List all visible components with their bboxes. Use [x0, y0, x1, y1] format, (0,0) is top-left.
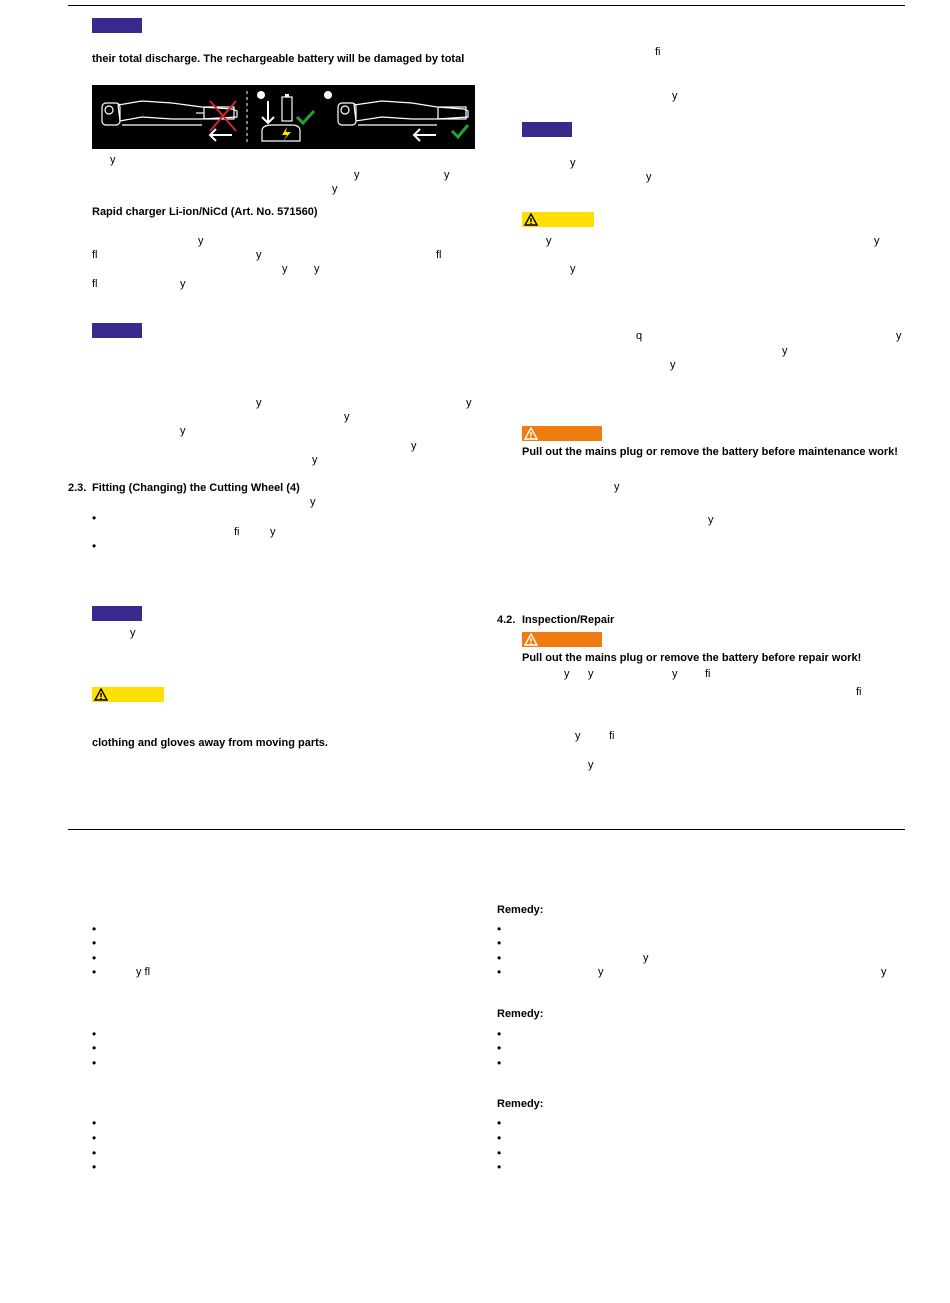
text-fragment: y: [256, 249, 262, 261]
bullet: •: [92, 1146, 97, 1160]
text-fragment: y: [670, 359, 676, 371]
text-fragment: y: [270, 526, 276, 538]
text-fragment: y: [444, 169, 450, 181]
battery-illustration: [92, 85, 475, 149]
warning-triangle-icon: [524, 213, 538, 226]
note-tag: [92, 323, 142, 338]
text-fragment: y: [180, 425, 186, 437]
text-fragment: y: [180, 278, 186, 290]
text-fragment: y: [344, 411, 350, 423]
text-fragment: fi: [609, 730, 615, 742]
check-icon: [452, 125, 468, 137]
section-number: 2.3.: [68, 482, 87, 494]
text-fragment: y: [256, 397, 262, 409]
text-fragment: fl: [92, 249, 98, 261]
warning-tag: [522, 632, 602, 647]
text-fragment: y: [598, 966, 604, 978]
bullet: •: [497, 922, 502, 936]
text-fragment: y: [282, 263, 288, 275]
bullet: •: [497, 1116, 502, 1130]
bullet: •: [92, 1041, 97, 1055]
text-fragment: y: [896, 330, 902, 342]
text-fragment: y: [614, 481, 620, 493]
text-fragment: q: [636, 330, 643, 342]
section-title: Fitting (Changing) the Cutting Wheel (4): [92, 482, 300, 494]
bullet: •: [92, 1027, 97, 1041]
text-fragment: fl: [92, 278, 98, 290]
bullet: •: [497, 1146, 502, 1160]
maintenance-warning: Pull out the mains plug or remove the battery before maintenance work!: [522, 446, 898, 458]
bullet: •: [92, 1160, 97, 1174]
bullet: •: [497, 1160, 502, 1174]
remedy-label: Remedy:: [497, 904, 544, 916]
warning-triangle-icon: [524, 427, 538, 440]
text-fragment: y: [881, 966, 887, 978]
bullet: •: [497, 1041, 502, 1055]
lightning-icon: [282, 127, 291, 141]
bullet: •: [497, 1027, 502, 1041]
bullet: •: [497, 965, 502, 979]
text-fragment: y: [672, 90, 678, 102]
text-fragment: y: [110, 154, 116, 166]
text-fragment: y: [314, 263, 320, 275]
text-fragment: y: [782, 345, 788, 357]
bullet: •: [92, 1131, 97, 1145]
remedy-label: Remedy:: [497, 1098, 544, 1110]
bullet: •: [92, 511, 97, 525]
text-fragment: fi: [705, 668, 711, 680]
text-fragment: fl: [436, 249, 442, 261]
text-fragment: y: [643, 952, 649, 964]
bullet: •: [92, 1056, 97, 1070]
text-fragment: y: [564, 668, 570, 680]
text-fragment: y: [354, 169, 360, 181]
bullet: •: [497, 1056, 502, 1070]
text-fragment: y: [546, 235, 552, 247]
text-fragment: y: [570, 263, 576, 275]
text-fragment: y: [570, 157, 576, 169]
battery-warning-text: their total discharge. The rechargeable battery will be damaged by total: [92, 53, 465, 65]
bullet: •: [497, 951, 502, 965]
text-fragment: y: [310, 496, 316, 508]
bullet: •: [92, 965, 97, 979]
arrow-left-icon: [414, 129, 436, 141]
text-fragment: y: [672, 668, 678, 680]
check-icon: [297, 111, 314, 123]
warning-tag: [522, 426, 602, 441]
text-fragment: y: [874, 235, 880, 247]
repair-warning: Pull out the mains plug or remove the battery before repair work!: [522, 652, 862, 664]
bullet: •: [92, 951, 97, 965]
bullet: •: [92, 922, 97, 936]
text-fragment: y: [708, 514, 714, 526]
bullet: •: [92, 936, 97, 950]
text-fragment: y: [466, 397, 472, 409]
charger-heading: Rapid charger Li-ion/NiCd (Art. No. 571560): [92, 206, 318, 218]
text-fragment: y: [332, 183, 338, 195]
text-fragment: y: [411, 440, 417, 452]
note-tag: [92, 18, 142, 33]
caution-text: clothing and gloves away from moving parts.: [92, 737, 328, 749]
warning-triangle-icon: [524, 633, 538, 646]
text-fragment: y: [646, 171, 652, 183]
bullet: •: [92, 539, 97, 553]
text-fragment: fi: [234, 526, 240, 538]
note-tag: [522, 122, 572, 137]
bullet: •: [497, 1131, 502, 1145]
top-rule: [68, 5, 905, 6]
bullet: •: [497, 936, 502, 950]
text-fragment: y: [130, 627, 136, 639]
caution-tag: [92, 687, 164, 702]
warning-triangle-icon: [94, 688, 108, 701]
text-fragment: y: [588, 759, 594, 771]
cross-icon: [210, 101, 236, 131]
text-fragment: y: [198, 235, 204, 247]
remedy-label: Remedy:: [497, 1008, 544, 1020]
mid-rule: [68, 829, 905, 830]
section-title: Inspection/Repair: [522, 614, 615, 626]
note-tag: [92, 606, 142, 621]
arrow-down-icon: [262, 101, 274, 123]
arrow-left-icon: [210, 129, 232, 141]
text-fragment: y fl: [136, 966, 151, 978]
bullet: •: [92, 1116, 97, 1130]
text-fragment: y: [312, 454, 318, 466]
text-fragment: fi: [655, 46, 661, 58]
charger-diagram: [92, 85, 475, 149]
text-fragment: y: [588, 668, 594, 680]
text-fragment: y: [575, 730, 581, 742]
section-number: 4.2.: [497, 614, 516, 626]
caution-tag: [522, 212, 594, 227]
text-fragment: fi: [856, 686, 862, 698]
